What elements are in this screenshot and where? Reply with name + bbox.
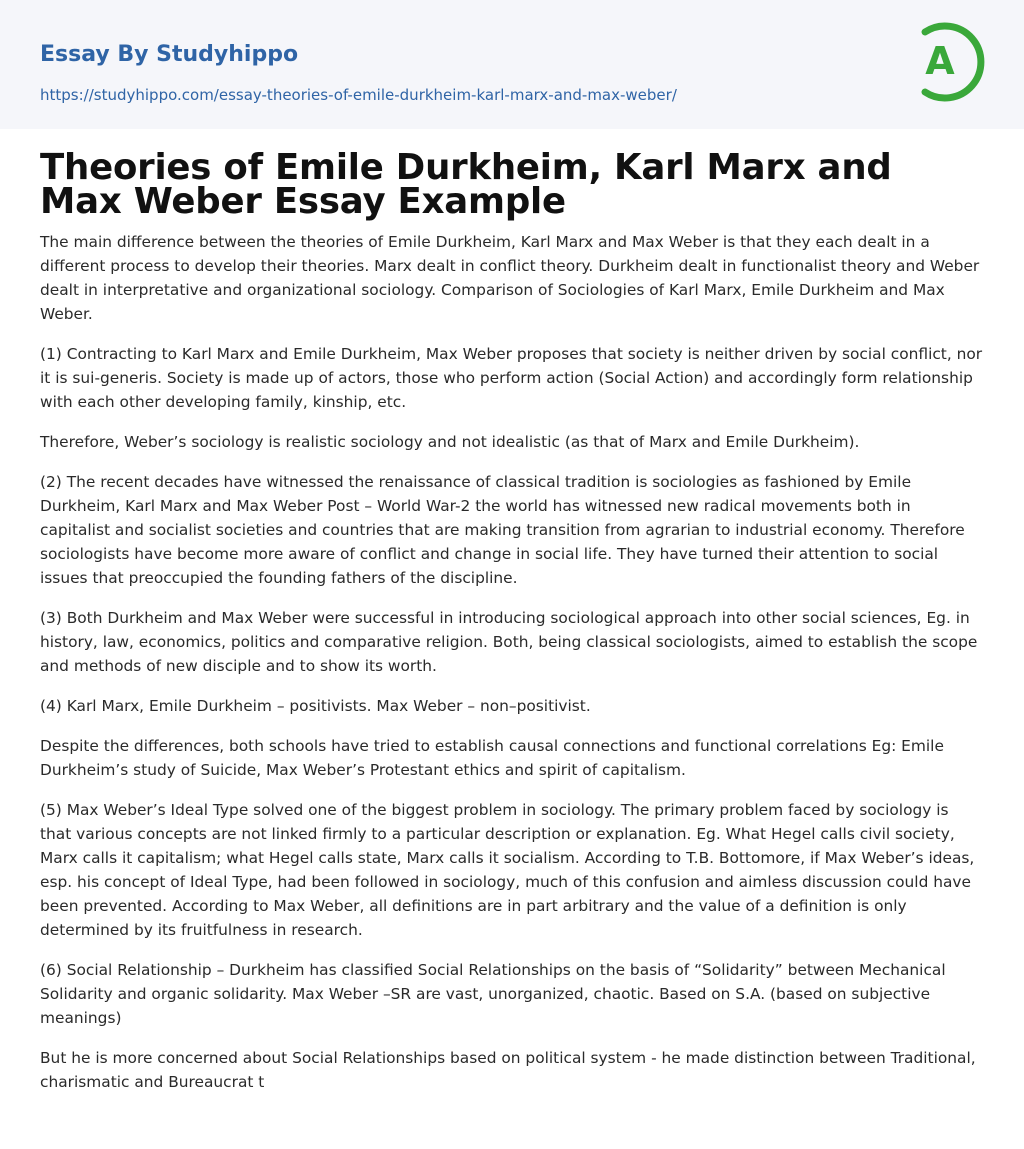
article-paragraph: (3) Both Durkheim and Max Weber were successful in introducing sociological approach into other social sciences, Eg. in history, law, economics, politics and comparative religion. Both, being classical sociologists, aimed to establish the scope and methods of new disciple and to show its worth. [40,609,978,675]
article-title: Theories of Emile Durkheim, Karl Marx and Max Weber Essay Example [40,147,892,222]
logo-letter: A [925,39,955,83]
site-header [0,0,1024,129]
article-paragraph: (2) The recent decades have witnessed the renaissance of classical tradition is sociologies as fashioned by Emile Durkheim, Karl Marx and Max Weber Post – World War-2 the world has witnessed new radical movements both in capitalist and socialist societies and countries that are making transition from agrarian to industrial economy. Therefore sociologists have become more aware of conflict and change in social life. They have turned their attention to social issues that preoccupied the founding fathers of the discipline. [40,473,965,587]
article-paragraph: Therefore, Weber’s sociology is realistic sociology and not idealistic (as that of Marx and Emile Durkheim). [40,433,860,451]
article-paragraph: (4) Karl Marx, Emile Durkheim – positivists. Max Weber – non–positivist. [40,697,591,715]
studyhippo-logo-icon[interactable] [913,18,987,106]
source-url-link[interactable]: https://studyhippo.com/essay-theories-of-emile-durkheim-karl-marx-and-max-weber/ [40,86,677,104]
article-paragraph: Despite the differences, both schools have tried to establish causal connections and functional correlations Eg: Emile Durkheim’s study of Suicide, Max Weber’s Protestant ethics and spirit of capitalism. [40,737,944,779]
article [0,147,1024,1094]
article-paragraph: (5) Max Weber’s Ideal Type solved one of the biggest problem in sociology. The primary problem faced by sociology is that various concepts are not linked firmly to a particular description or explanation. Eg. What Hegel calls civil society, Marx calls it capitalism; what Hegel calls state, Marx calls it socialism. According to T.B. Bottomore, if Max Weber’s ideas, esp. his concept of Ideal Type, had been followed in sociology, much of this confusion and aimless discussion could have been prevented. According to Max Weber, all definitions are in part arbitrary and the value of a definition is only determined by its fruitfulness in research. [40,801,975,939]
article-paragraph: The main difference between the theories of Emile Durkheim, Karl Marx and Max Weber is that they each dealt in a different process to develop their theories. Marx dealt in conflict theory. Durkheim dealt in functionalist theory and Weber dealt in interpretative and organizational sociology. Comparison of Sociologies of Karl Marx, Emile Durkheim and Max Weber. [40,233,980,323]
article-paragraph: (6) Social Relationship – Durkheim has classified Social Relationships on the basis of “Solidarity” between Mechanical Solidarity and organic solidarity. Max Weber –SR are vast, unorganized, chaotic. Based on S.A. (based on subjective meanings) [40,961,946,1027]
brand-link[interactable]: Essay By Studyhippo [40,42,299,67]
article-paragraph: (1) Contracting to Karl Marx and Emile Durkheim, Max Weber proposes that society is neither driven by social conflict, nor it is sui-generis. Society is made up of actors, those who perform action (Social Action) and accordingly form relationship with each other developing family, kinship, etc. [40,345,983,411]
article-paragraph: But he is more concerned about Social Relationships based on political system - he made distinction between Traditional, charismatic and Bureaucrat t [40,1049,976,1091]
